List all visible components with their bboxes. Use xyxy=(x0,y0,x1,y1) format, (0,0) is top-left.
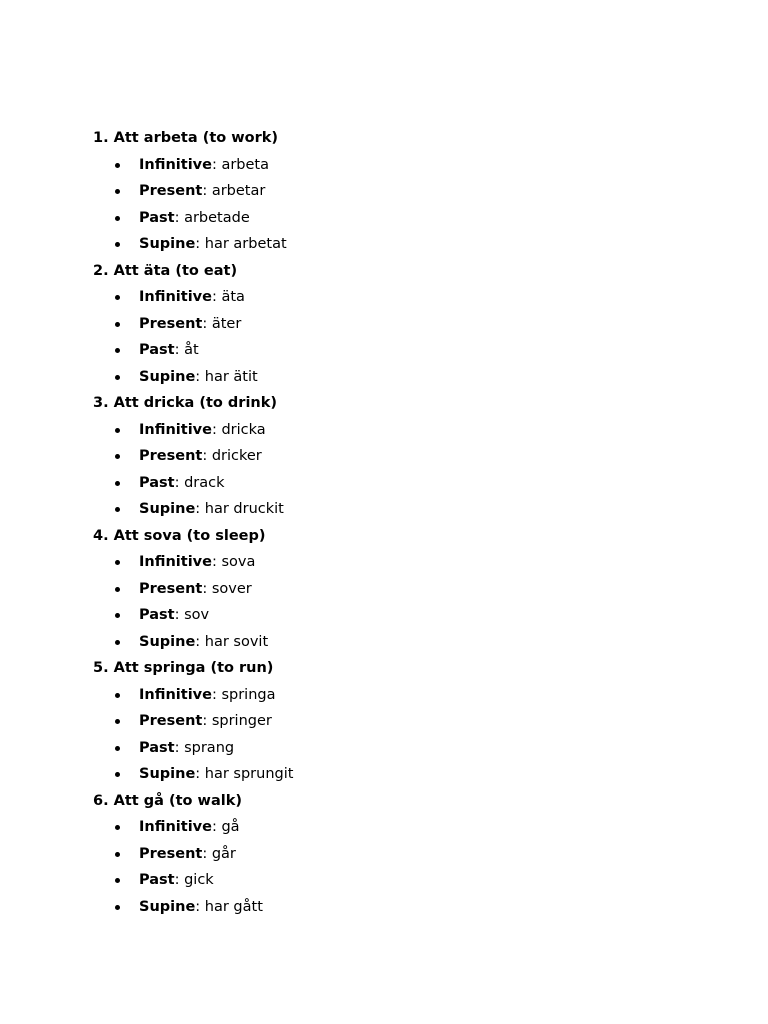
verb-item xyxy=(93,655,293,788)
form-value: : gick xyxy=(174,872,214,888)
bullet-icon xyxy=(115,189,120,194)
bullet-icon xyxy=(115,772,120,777)
verb-item xyxy=(93,390,293,523)
bullet-icon xyxy=(115,428,120,433)
bullet-icon xyxy=(115,242,120,247)
form-value: : drack xyxy=(174,474,225,491)
form-item xyxy=(93,814,293,841)
form-list xyxy=(93,152,293,258)
form-value: : äter xyxy=(202,315,242,332)
form-label: Present xyxy=(139,845,203,862)
bullet-icon xyxy=(115,587,120,592)
verb-heading: 3. Att dricka (to drink) xyxy=(93,395,278,411)
form-value: : har arbetat xyxy=(195,236,287,252)
bullet-icon xyxy=(115,375,120,380)
form-item xyxy=(93,470,293,497)
form-label: Infinitive xyxy=(139,819,212,835)
verb-item xyxy=(93,258,293,391)
form-item xyxy=(93,576,293,603)
form-label: Infinitive xyxy=(139,289,212,305)
form-item xyxy=(93,735,293,762)
bullet-icon xyxy=(115,481,120,486)
form-item xyxy=(93,178,293,205)
form-item xyxy=(93,496,293,523)
bullet-icon xyxy=(115,322,120,327)
form-item xyxy=(93,841,293,868)
verb-heading: 1. Att arbeta (to work) xyxy=(93,130,279,146)
verb-item xyxy=(93,125,293,258)
form-value: : går xyxy=(202,845,236,862)
form-item xyxy=(93,152,293,179)
form-item xyxy=(93,549,293,576)
form-label: Present xyxy=(139,183,203,199)
bullet-icon xyxy=(115,852,120,857)
form-list xyxy=(93,682,293,788)
bullet-icon xyxy=(115,507,120,512)
form-label: Supine xyxy=(139,633,196,650)
form-value: : har druckit xyxy=(195,501,284,517)
form-value: : sov xyxy=(174,607,210,623)
form-label: Present xyxy=(139,713,203,729)
form-item xyxy=(93,311,293,338)
verb-list xyxy=(93,125,293,920)
form-label: Supine xyxy=(139,368,196,385)
bullet-icon xyxy=(115,613,120,618)
form-label: Past xyxy=(139,474,175,491)
form-item xyxy=(93,231,293,258)
form-item xyxy=(93,867,293,894)
form-value: : har gått xyxy=(195,898,263,915)
bullet-icon xyxy=(115,560,120,565)
bullet-icon xyxy=(115,454,120,459)
verb-heading: 4. Att sova (to sleep) xyxy=(93,527,266,544)
form-item xyxy=(93,629,293,656)
form-label: Infinitive xyxy=(139,686,212,703)
form-label: Past xyxy=(139,739,175,756)
verb-heading: 6. Att gå (to walk) xyxy=(93,792,242,809)
form-label: Supine xyxy=(139,766,196,782)
form-value: : har sprungit xyxy=(195,766,294,782)
form-label: Past xyxy=(139,872,175,888)
form-list xyxy=(93,417,293,523)
form-label: Infinitive xyxy=(139,554,212,570)
form-label: Supine xyxy=(139,236,196,252)
form-value: : sover xyxy=(202,580,252,597)
bullet-icon xyxy=(115,348,120,353)
verb-item xyxy=(93,523,293,656)
form-item xyxy=(93,761,293,788)
form-value: : sova xyxy=(211,554,256,570)
verb-heading: 5. Att springa (to run) xyxy=(93,660,274,676)
bullet-icon xyxy=(115,163,120,168)
form-item xyxy=(93,364,293,391)
form-value: : sprang xyxy=(174,739,235,756)
form-value: : springa xyxy=(211,686,276,703)
form-value: : dricka xyxy=(211,421,266,438)
bullet-icon xyxy=(115,719,120,724)
bullet-icon xyxy=(115,640,120,645)
form-label: Supine xyxy=(139,501,196,517)
form-item xyxy=(93,205,293,232)
form-item xyxy=(93,894,293,921)
form-value: : har sovit xyxy=(195,633,269,650)
form-label: Infinitive xyxy=(139,156,212,173)
bullet-icon xyxy=(115,295,120,300)
form-value: : arbetar xyxy=(202,183,266,199)
form-value: : dricker xyxy=(202,448,262,464)
form-item xyxy=(93,443,293,470)
form-value: : äta xyxy=(211,289,245,305)
form-value: : arbetade xyxy=(174,209,250,226)
form-label: Infinitive xyxy=(139,421,212,438)
form-item xyxy=(93,682,293,709)
bullet-icon xyxy=(115,905,120,910)
bullet-icon xyxy=(115,825,120,830)
form-value: : gå xyxy=(211,819,240,835)
form-value: : åt xyxy=(174,342,199,358)
form-label: Present xyxy=(139,580,203,597)
form-item xyxy=(93,284,293,311)
form-label: Present xyxy=(139,448,203,464)
bullet-icon xyxy=(115,216,120,221)
verb-item xyxy=(93,788,293,921)
verb-heading: 2. Att äta (to eat) xyxy=(93,262,238,279)
bullet-icon xyxy=(115,693,120,698)
form-list xyxy=(93,814,293,920)
form-label: Supine xyxy=(139,898,196,915)
form-value: : springer xyxy=(202,713,272,729)
form-list xyxy=(93,549,293,655)
form-value: : har ätit xyxy=(195,368,258,385)
bullet-icon xyxy=(115,878,120,883)
bullet-icon xyxy=(115,746,120,751)
form-item xyxy=(93,708,293,735)
form-label: Present xyxy=(139,315,203,332)
form-label: Past xyxy=(139,342,175,358)
form-item xyxy=(93,417,293,444)
form-item xyxy=(93,602,293,629)
form-list xyxy=(93,284,293,390)
form-label: Past xyxy=(139,209,175,226)
form-value: : arbeta xyxy=(211,156,269,173)
form-label: Past xyxy=(139,607,175,623)
form-item xyxy=(93,337,293,364)
